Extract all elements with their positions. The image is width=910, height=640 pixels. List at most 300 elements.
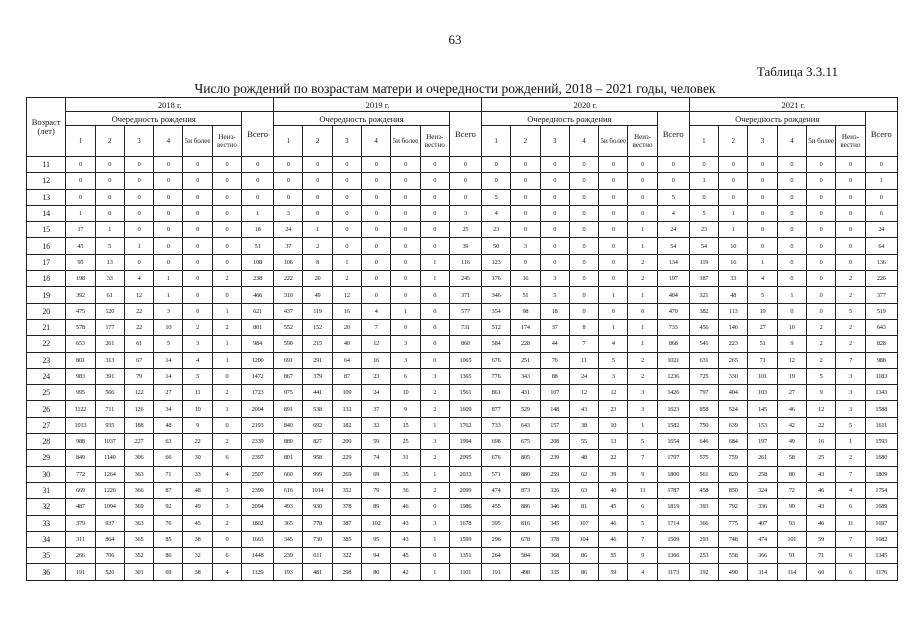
- value-cell: 238: [242, 271, 274, 287]
- value-cell: 346: [540, 499, 569, 515]
- value-cell: 2: [332, 271, 361, 287]
- value-cell: 611: [303, 548, 332, 564]
- value-cell: 0: [748, 238, 777, 254]
- value-cell: 23: [481, 222, 510, 238]
- value-cell: 0: [836, 238, 865, 254]
- order-column-header: Неиз-вестно: [836, 126, 865, 157]
- value-cell: 0: [183, 287, 212, 303]
- table-row: [27, 385, 898, 401]
- value-cell: 15: [391, 417, 420, 433]
- value-cell: 1: [212, 401, 241, 417]
- order-column-header: 4: [154, 126, 183, 157]
- value-cell: 858: [689, 401, 718, 417]
- value-cell: 0: [154, 222, 183, 238]
- value-cell: 983: [66, 368, 95, 384]
- value-cell: 0: [806, 271, 835, 287]
- value-cell: 3: [540, 271, 569, 287]
- value-cell: 192: [689, 564, 718, 580]
- value-cell: 0: [362, 189, 391, 205]
- value-cell: 975: [274, 385, 303, 401]
- value-cell: 0: [719, 189, 748, 205]
- value-cell: 20: [303, 271, 332, 287]
- value-cell: 79: [124, 368, 153, 384]
- age-cell: 32: [27, 499, 66, 515]
- value-cell: 46: [599, 531, 628, 547]
- value-cell: 6: [836, 548, 865, 564]
- value-cell: 0: [362, 271, 391, 287]
- order-column-header: 2: [511, 126, 540, 157]
- value-cell: 577: [449, 303, 481, 319]
- value-cell: 2099: [449, 482, 481, 498]
- value-cell: 126: [124, 401, 153, 417]
- order-column-header: 4: [362, 126, 391, 157]
- value-cell: 0: [569, 173, 598, 189]
- total-column-header: Всего: [449, 112, 481, 157]
- value-cell: 32: [183, 548, 212, 564]
- value-cell: 849: [66, 450, 95, 466]
- value-cell: 616: [274, 482, 303, 498]
- value-cell: 0: [95, 157, 124, 173]
- value-cell: 1365: [449, 368, 481, 384]
- value-cell: 385: [332, 531, 361, 547]
- value-cell: 9: [391, 401, 420, 417]
- value-cell: 258: [748, 466, 777, 482]
- value-cell: 750: [689, 417, 718, 433]
- value-cell: 3: [836, 368, 865, 384]
- value-cell: 1787: [657, 482, 689, 498]
- value-cell: 0: [212, 368, 241, 384]
- value-cell: 59: [362, 434, 391, 450]
- value-cell: 0: [806, 287, 835, 303]
- order-column-header: 2: [303, 126, 332, 157]
- order-column-header: 3: [124, 126, 153, 157]
- births-table: [26, 97, 898, 581]
- value-cell: 541: [689, 336, 718, 352]
- value-cell: 377: [865, 287, 897, 303]
- value-cell: 0: [569, 287, 598, 303]
- value-cell: 379: [66, 515, 95, 531]
- value-cell: 10: [777, 319, 806, 335]
- value-cell: 0: [420, 548, 449, 564]
- value-cell: 1013: [66, 417, 95, 433]
- age-cell: 20: [27, 303, 66, 319]
- value-cell: 561: [689, 466, 718, 482]
- value-cell: 369: [124, 499, 153, 515]
- value-cell: 669: [66, 482, 95, 498]
- value-cell: 176: [481, 271, 510, 287]
- value-cell: 2: [836, 319, 865, 335]
- value-cell: 0: [95, 205, 124, 221]
- value-cell: 0: [183, 173, 212, 189]
- value-cell: 10: [599, 417, 628, 433]
- value-cell: 1021: [657, 352, 689, 368]
- value-cell: 197: [657, 271, 689, 287]
- value-cell: 0: [777, 238, 806, 254]
- value-cell: 3: [183, 336, 212, 352]
- value-cell: 99: [777, 499, 806, 515]
- age-cell: 29: [27, 450, 66, 466]
- value-cell: 864: [95, 531, 124, 547]
- table-row: [27, 157, 898, 173]
- value-cell: 820: [719, 466, 748, 482]
- value-cell: 1: [420, 531, 449, 547]
- value-cell: 0: [242, 173, 274, 189]
- age-cell: 26: [27, 401, 66, 417]
- value-cell: 0: [689, 189, 718, 205]
- value-cell: 0: [420, 319, 449, 335]
- value-cell: 0: [124, 173, 153, 189]
- value-cell: 365: [124, 531, 153, 547]
- value-cell: 0: [362, 157, 391, 173]
- age-cell: 12: [27, 173, 66, 189]
- age-cell: 28: [27, 434, 66, 450]
- value-cell: 0: [569, 238, 598, 254]
- value-cell: 0: [748, 173, 777, 189]
- birth-order-header: Очередность рождения: [481, 112, 657, 126]
- value-cell: 116: [449, 254, 481, 270]
- value-cell: 24: [274, 222, 303, 238]
- value-cell: 0: [362, 287, 391, 303]
- value-cell: 86: [569, 548, 598, 564]
- value-cell: 2: [212, 271, 241, 287]
- value-cell: 0: [481, 157, 510, 173]
- order-column-header: 5и более: [183, 126, 212, 157]
- value-cell: 0: [183, 238, 212, 254]
- value-cell: 0: [332, 157, 361, 173]
- value-cell: 352: [124, 548, 153, 564]
- value-cell: 584: [481, 336, 510, 352]
- value-cell: 621: [242, 303, 274, 319]
- value-cell: 0: [242, 157, 274, 173]
- value-cell: 0: [303, 205, 332, 221]
- age-cell: 18: [27, 271, 66, 287]
- value-cell: 2: [212, 319, 241, 335]
- value-cell: 392: [66, 287, 95, 303]
- value-cell: 2004: [242, 401, 274, 417]
- value-cell: 0: [540, 205, 569, 221]
- value-cell: 1094: [95, 499, 124, 515]
- value-cell: 32: [362, 417, 391, 433]
- value-cell: 0: [569, 271, 598, 287]
- order-column-header: 1: [66, 126, 95, 157]
- value-cell: 816: [511, 515, 540, 531]
- value-cell: 14: [154, 368, 183, 384]
- age-cell: 19: [27, 287, 66, 303]
- value-cell: 113: [719, 303, 748, 319]
- value-cell: 797: [689, 385, 718, 401]
- value-cell: 31: [391, 450, 420, 466]
- value-cell: 475: [66, 303, 95, 319]
- value-cell: 643: [865, 319, 897, 335]
- value-cell: 575: [689, 450, 718, 466]
- age-cell: 21: [27, 319, 66, 335]
- table-row: [27, 417, 898, 433]
- order-column-header: 1: [274, 126, 303, 157]
- value-cell: 102: [362, 515, 391, 531]
- value-cell: 0: [569, 157, 598, 173]
- value-cell: 1819: [657, 499, 689, 515]
- value-cell: 12: [599, 385, 628, 401]
- value-cell: 301: [124, 564, 153, 580]
- value-cell: 261: [748, 450, 777, 466]
- value-cell: 352: [332, 482, 361, 498]
- value-cell: 1: [719, 205, 748, 221]
- value-cell: 0: [124, 189, 153, 205]
- value-cell: 0: [303, 189, 332, 205]
- value-cell: 431: [511, 385, 540, 401]
- value-cell: 0: [362, 173, 391, 189]
- value-cell: 12: [332, 287, 361, 303]
- value-cell: 660: [274, 466, 303, 482]
- table-row: [27, 450, 898, 466]
- value-cell: 43: [806, 499, 835, 515]
- value-cell: 101: [748, 368, 777, 384]
- value-cell: 1680: [865, 450, 897, 466]
- value-cell: 3: [391, 336, 420, 352]
- value-cell: 0: [362, 238, 391, 254]
- value-cell: 1609: [449, 401, 481, 417]
- value-cell: 684: [719, 434, 748, 450]
- value-cell: 51: [242, 238, 274, 254]
- value-cell: 0: [511, 157, 540, 173]
- value-cell: 886: [511, 499, 540, 515]
- value-cell: 1762: [449, 417, 481, 433]
- value-cell: 1226: [95, 482, 124, 498]
- order-column-header: 1: [481, 126, 510, 157]
- value-cell: 0: [95, 173, 124, 189]
- value-cell: 33: [183, 466, 212, 482]
- value-cell: 0: [124, 157, 153, 173]
- value-cell: 1588: [865, 401, 897, 417]
- value-cell: 1: [689, 173, 718, 189]
- value-cell: 200: [332, 434, 361, 450]
- value-cell: 840: [274, 417, 303, 433]
- value-cell: 7: [362, 319, 391, 335]
- value-cell: 5: [657, 189, 689, 205]
- value-cell: 1: [836, 434, 865, 450]
- value-cell: 0: [599, 238, 628, 254]
- value-cell: 404: [657, 287, 689, 303]
- value-cell: 5: [628, 515, 657, 531]
- value-cell: 1065: [449, 352, 481, 368]
- age-cell: 36: [27, 564, 66, 580]
- value-cell: 0: [777, 173, 806, 189]
- value-cell: 108: [242, 254, 274, 270]
- value-cell: 1: [628, 222, 657, 238]
- value-cell: 245: [449, 271, 481, 287]
- value-cell: 85: [154, 531, 183, 547]
- value-cell: 0: [212, 531, 241, 547]
- value-cell: 330: [719, 368, 748, 384]
- value-cell: 0: [332, 222, 361, 238]
- value-cell: 2339: [242, 434, 274, 450]
- age-cell: 27: [27, 417, 66, 433]
- value-cell: 0: [183, 157, 212, 173]
- value-cell: 407: [748, 515, 777, 531]
- value-cell: 538: [303, 401, 332, 417]
- page-number: 63: [448, 32, 462, 47]
- value-cell: 1: [212, 303, 241, 319]
- year-header: 2018 г.: [66, 98, 274, 112]
- value-cell: 691: [274, 352, 303, 368]
- value-cell: 0: [449, 189, 481, 205]
- value-cell: 0: [332, 189, 361, 205]
- value-cell: 387: [332, 515, 361, 531]
- value-cell: 0: [124, 222, 153, 238]
- value-cell: 98: [511, 303, 540, 319]
- value-cell: 0: [212, 157, 241, 173]
- value-cell: 584: [511, 548, 540, 564]
- value-cell: 343: [511, 368, 540, 384]
- order-column-header: 5и более: [806, 126, 835, 157]
- value-cell: 46: [391, 499, 420, 515]
- value-cell: 456: [689, 319, 718, 335]
- value-cell: 59: [806, 531, 835, 547]
- age-cell: 16: [27, 238, 66, 254]
- value-cell: 0: [806, 238, 835, 254]
- value-cell: 999: [303, 466, 332, 482]
- value-cell: 7: [628, 450, 657, 466]
- value-cell: 79: [362, 482, 391, 498]
- value-cell: 458: [689, 482, 718, 498]
- value-cell: 6: [628, 499, 657, 515]
- value-cell: 1: [599, 319, 628, 335]
- value-cell: 45: [183, 515, 212, 531]
- value-cell: 174: [511, 319, 540, 335]
- value-cell: 46: [806, 515, 835, 531]
- value-cell: 2399: [242, 482, 274, 498]
- value-cell: 2: [836, 336, 865, 352]
- value-cell: 1: [420, 271, 449, 287]
- value-cell: 39: [449, 238, 481, 254]
- value-cell: 0: [628, 189, 657, 205]
- value-cell: 6: [212, 450, 241, 466]
- value-cell: 2: [420, 482, 449, 498]
- value-cell: 1: [420, 564, 449, 580]
- value-cell: 0: [836, 189, 865, 205]
- value-cell: 51: [511, 287, 540, 303]
- value-cell: 0: [124, 254, 153, 270]
- value-cell: 393: [689, 499, 718, 515]
- value-cell: 382: [689, 303, 718, 319]
- order-column-header: 3: [332, 126, 361, 157]
- value-cell: 877: [481, 401, 510, 417]
- value-cell: 16: [806, 434, 835, 450]
- value-cell: 2: [303, 238, 332, 254]
- value-cell: 731: [449, 319, 481, 335]
- value-cell: 7: [628, 531, 657, 547]
- value-cell: 935: [95, 417, 124, 433]
- value-cell: 5: [748, 287, 777, 303]
- value-cell: 526: [95, 564, 124, 580]
- value-cell: 0: [95, 189, 124, 205]
- value-cell: 261: [95, 336, 124, 352]
- value-cell: 19: [777, 368, 806, 384]
- value-cell: 1: [748, 254, 777, 270]
- value-cell: 0: [183, 303, 212, 319]
- value-cell: 0: [391, 205, 420, 221]
- value-cell: 9: [628, 466, 657, 482]
- value-cell: 1682: [865, 531, 897, 547]
- value-cell: 35: [391, 466, 420, 482]
- value-cell: 0: [420, 336, 449, 352]
- table-row: [27, 303, 898, 319]
- value-cell: 313: [95, 352, 124, 368]
- value-cell: 0: [66, 173, 95, 189]
- value-cell: 0: [391, 271, 420, 287]
- table-row: [27, 238, 898, 254]
- value-cell: 0: [66, 157, 95, 173]
- value-cell: 0: [274, 157, 303, 173]
- value-cell: 34: [154, 401, 183, 417]
- value-cell: 46: [806, 482, 835, 498]
- value-cell: 0: [511, 189, 540, 205]
- table-row: [27, 564, 898, 580]
- value-cell: 0: [748, 157, 777, 173]
- value-cell: 22: [183, 434, 212, 450]
- value-cell: 474: [748, 531, 777, 547]
- value-cell: 698: [481, 434, 510, 450]
- value-cell: 72: [777, 482, 806, 498]
- value-cell: 391: [95, 368, 124, 384]
- value-cell: 2: [628, 254, 657, 270]
- value-cell: 0: [391, 173, 420, 189]
- birth-order-header: Очередность рождения: [689, 112, 865, 126]
- value-cell: 80: [777, 466, 806, 482]
- value-cell: 558: [719, 548, 748, 564]
- value-cell: 0: [212, 205, 241, 221]
- value-cell: 487: [66, 499, 95, 515]
- value-cell: 55: [599, 548, 628, 564]
- table-title: Число рождений по возрастам матери и очередности рождений, 2018 – 2021 годы, человек: [194, 81, 716, 96]
- value-cell: 1809: [865, 466, 897, 482]
- table-row: [27, 254, 898, 270]
- value-cell: 0: [569, 254, 598, 270]
- value-cell: 0: [569, 303, 598, 319]
- value-cell: 3: [836, 385, 865, 401]
- order-column-header: 1: [689, 126, 718, 157]
- order-column-header: 4: [569, 126, 598, 157]
- value-cell: 368: [540, 548, 569, 564]
- value-cell: 33: [719, 271, 748, 287]
- value-cell: 5: [95, 238, 124, 254]
- value-cell: 1754: [865, 482, 897, 498]
- value-cell: 0: [748, 222, 777, 238]
- value-cell: 0: [540, 157, 569, 173]
- value-cell: 891: [274, 401, 303, 417]
- value-cell: 5: [836, 417, 865, 433]
- value-cell: 0: [420, 222, 449, 238]
- value-cell: 371: [449, 287, 481, 303]
- value-cell: 4: [657, 205, 689, 221]
- value-cell: 25: [449, 222, 481, 238]
- value-cell: 0: [599, 271, 628, 287]
- value-cell: 0: [836, 205, 865, 221]
- value-cell: 0: [777, 205, 806, 221]
- value-cell: 0: [332, 205, 361, 221]
- value-cell: 86: [569, 564, 598, 580]
- value-cell: 404: [719, 385, 748, 401]
- value-cell: 39: [599, 466, 628, 482]
- value-cell: 646: [689, 434, 718, 450]
- value-cell: 48: [183, 482, 212, 498]
- value-cell: 24: [569, 368, 598, 384]
- value-cell: 58: [777, 450, 806, 466]
- value-cell: 653: [66, 336, 95, 352]
- value-cell: 0: [599, 254, 628, 270]
- value-cell: 827: [303, 434, 332, 450]
- value-cell: 37: [540, 319, 569, 335]
